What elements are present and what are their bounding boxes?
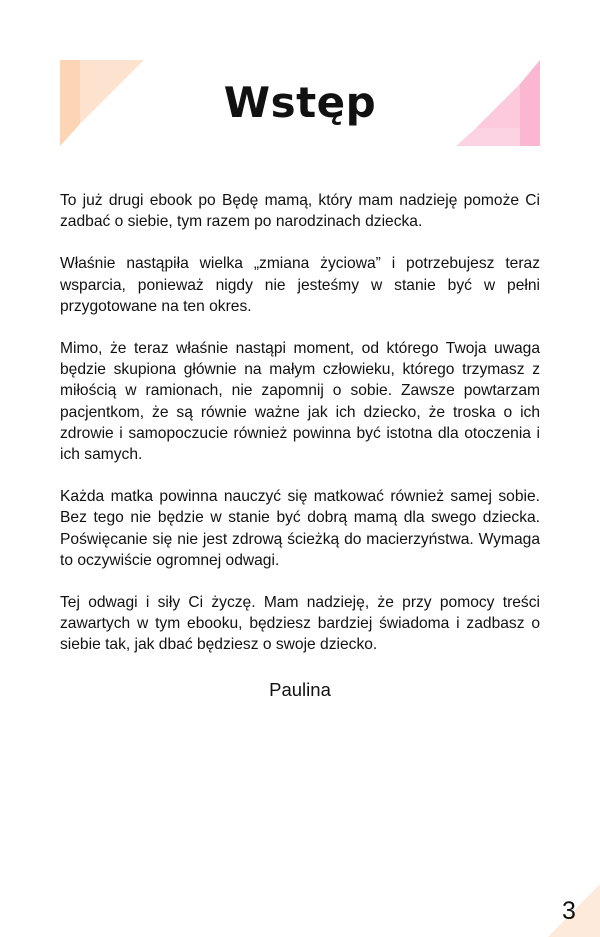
paragraph: Tej odwagi i siły Ci życzę. Mam nadzieję, że przy pomocy treści zawartych w tym ebooku, będziesz bardziej świadoma i zadbasz o siebie tak, jak dbać będziesz o swoje dziecko. xyxy=(60,594,540,654)
paragraph: Mimo, że teraz właśnie nastąpi moment, od którego Twoja uwaga będzie skupiona głównie na małym człowieku, którego trzymasz z miłością w ramionach, nie zapomnij o sobie. Zawsze powtarzam pacjentkom, że są równie ważne jak ich dziecko, że troska o ich zdrowie i samopoczucie również powinna być istotna dla otoczenia i ich samych. xyxy=(60,340,540,464)
paragraph: To już drugi ebook po Będę mamą, który mam nadzieję pomoże Ci zadbać o siebie, tym razem po narodzinach dziecka. xyxy=(60,192,540,231)
intro-text xyxy=(60,190,540,677)
page-title: Wstęp xyxy=(223,78,377,127)
page-number: 3 xyxy=(562,897,576,925)
paragraph: Właśnie nastąpiła wielka „zmiana życiowa” i potrzebujesz teraz wsparcia, ponieważ nigdy nie jesteśmy w stanie być w pełni przygotowane na ten okres. xyxy=(60,255,540,315)
author-signature: Paulina xyxy=(269,679,331,700)
paragraph: Każda matka powinna nauczyć się matkować również samej sobie. Bez tego nie będzie w stanie być dobrą mamą dla swego dziecka. Poświęcanie się nie jest zdrową ścieżką do macierzyństwa. Wymaga to oczywiście ogromnej odwagi. xyxy=(60,488,540,569)
